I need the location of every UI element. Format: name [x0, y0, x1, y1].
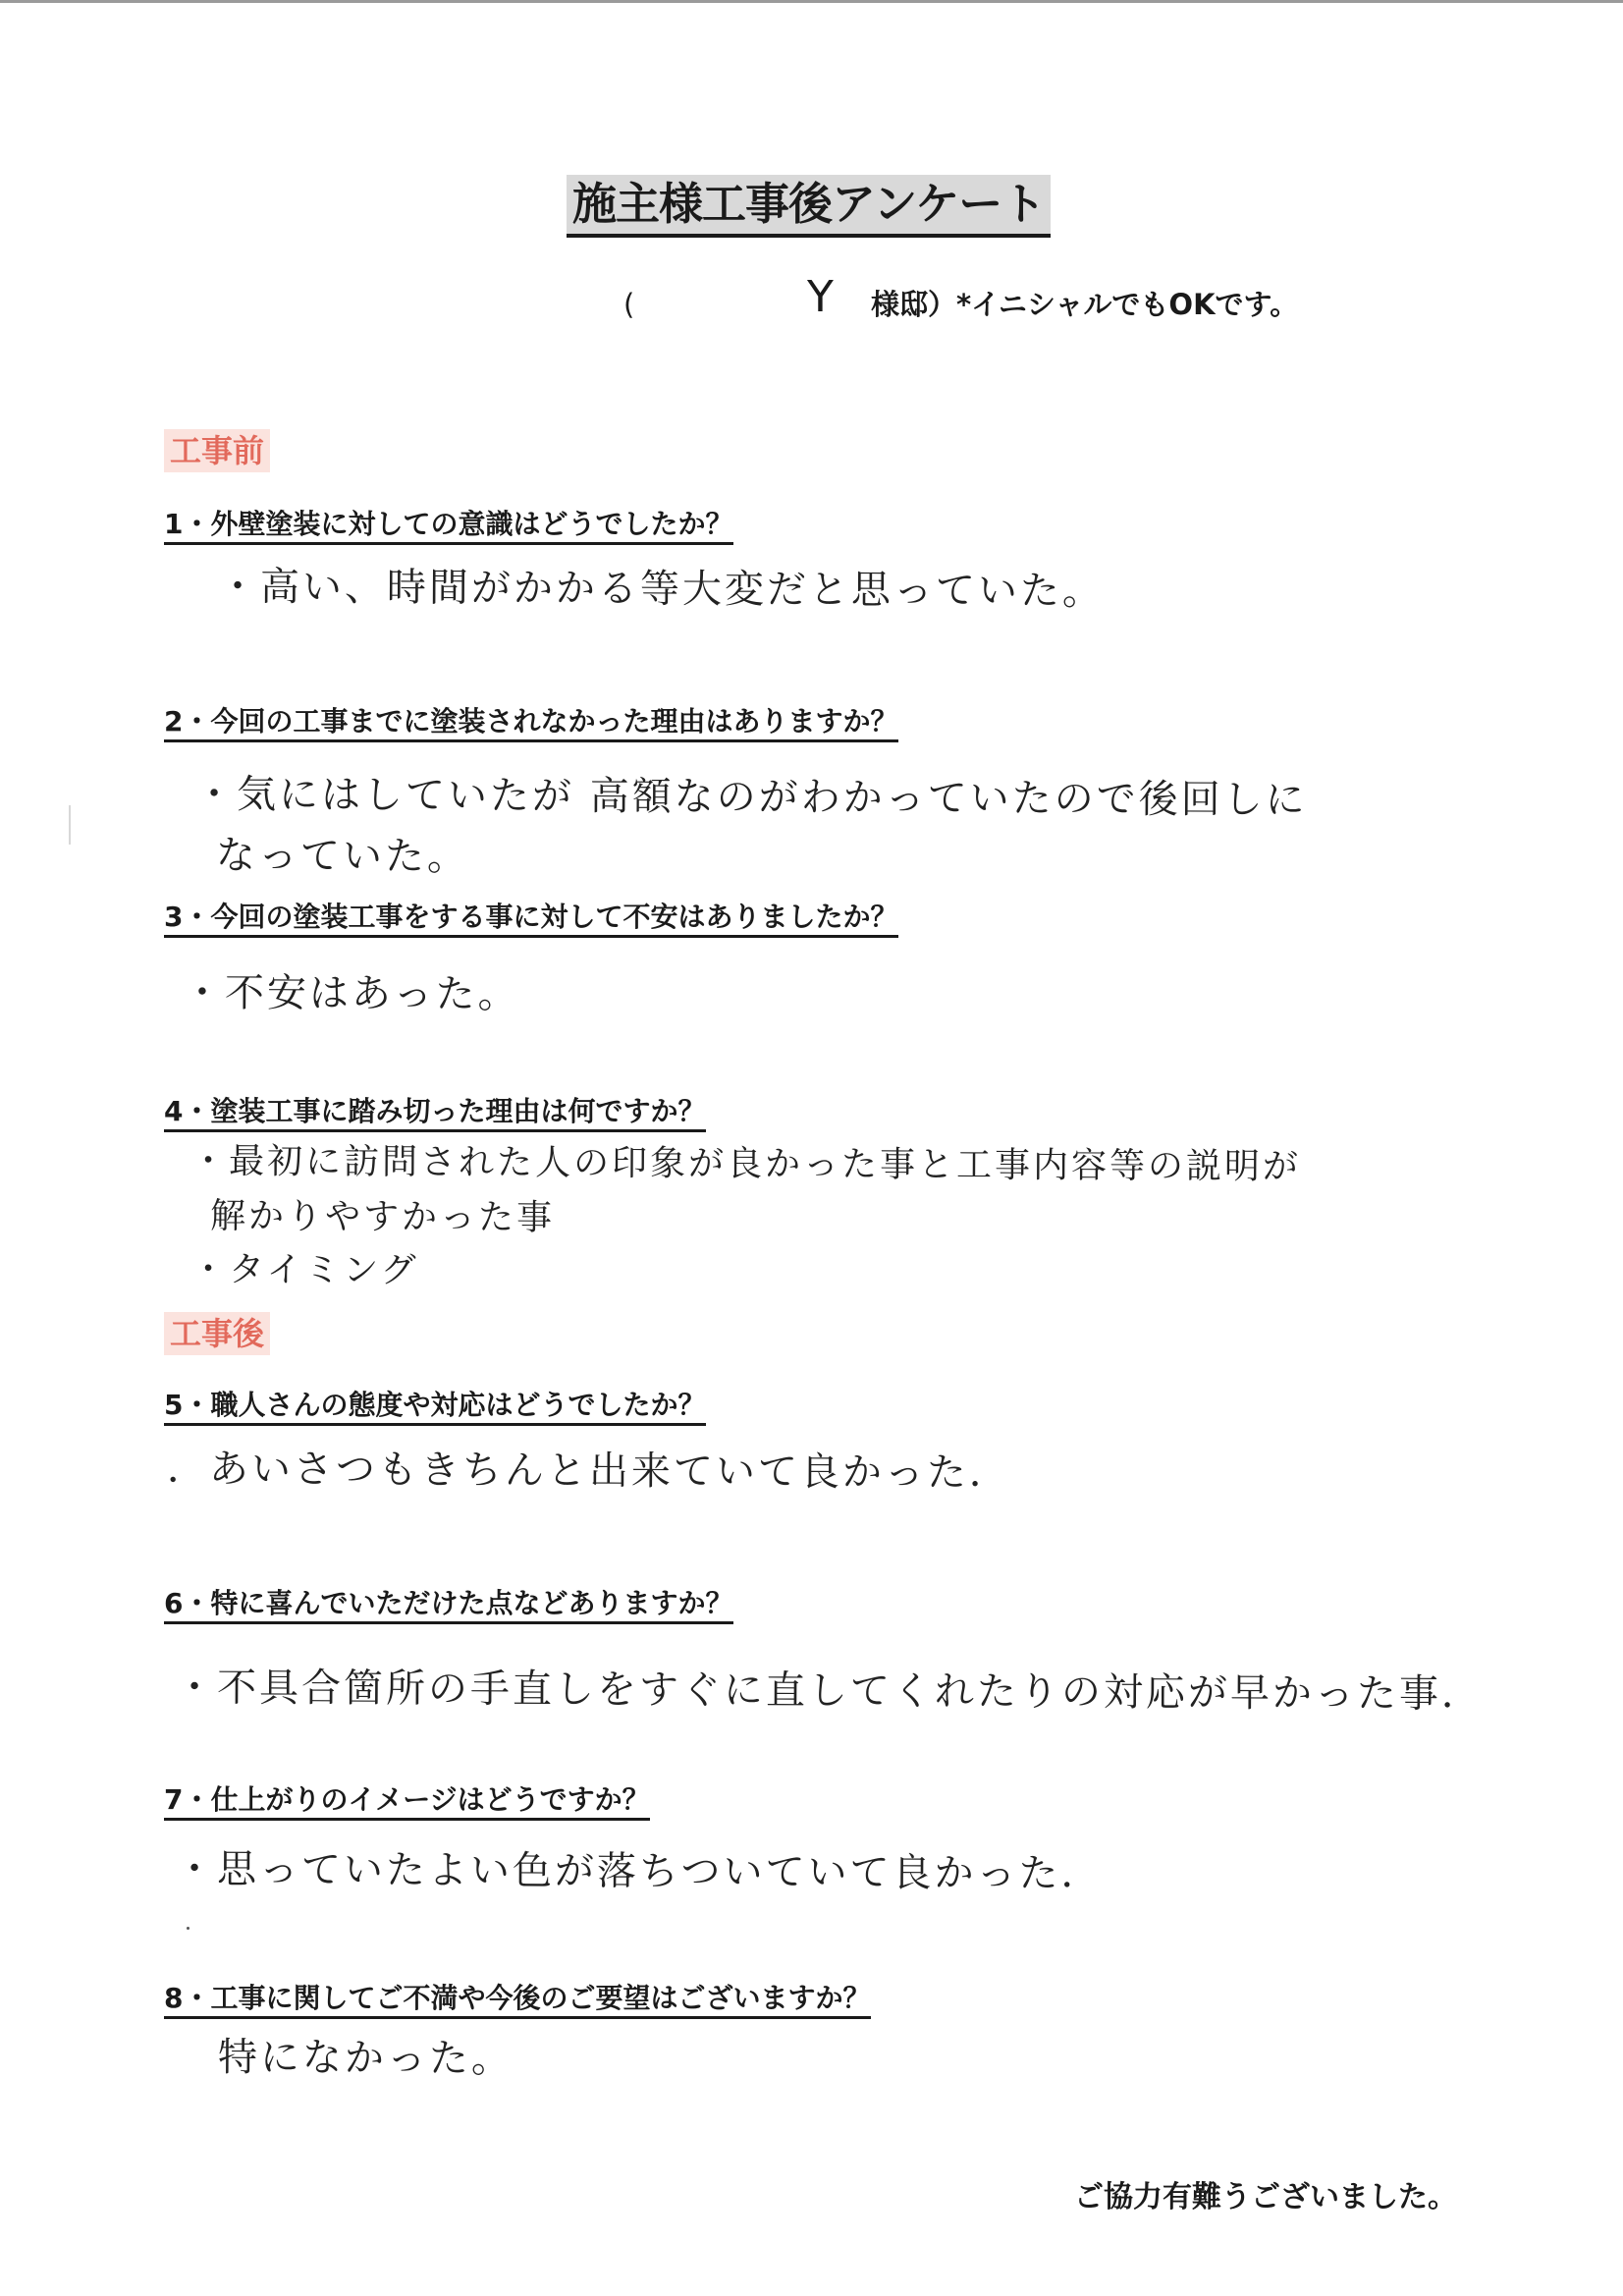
- answer-3-line-1: ・不安はあった。: [182, 970, 520, 1017]
- answer-4-line-1: ・最初に訪問された人の印象が良かった事と工事内容等の説明が: [189, 1141, 1302, 1187]
- section-before-construction: 工事前: [164, 429, 270, 472]
- answer-4-line-2: 解かりやすかった事: [209, 1196, 556, 1238]
- answer-6-line-1: ・不具合箇所の手直しをすぐに直してくれたりの対応が早かった事．: [174, 1665, 1485, 1718]
- respondent-suffix: 様邸）*イニシャルでもOKです。: [871, 288, 1299, 321]
- answer-2-line-1: ・気にはしていたが 高額なのがわかっていたので後回しに: [193, 772, 1308, 823]
- question-7: 7・仕上がりのイメージはどうですか？: [164, 1782, 650, 1821]
- question-3: 3・今回の塗装工事をする事に対して不安はありましたか？: [164, 900, 898, 938]
- survey-title: 施主様工事後アンケート: [567, 175, 1051, 238]
- section-after-construction: 工事後: [164, 1312, 270, 1355]
- respondent-open-paren: (: [623, 288, 635, 321]
- question-8: 8・工事に関してご不満や今後のご要望はございますか？: [164, 1981, 871, 2019]
- respondent-initial: Y: [807, 272, 834, 322]
- answer-4-line-3: ・タイミング: [189, 1249, 419, 1291]
- answer-1-line-1: ・高い、時間がかかる等大変だと思っていた。: [217, 564, 1106, 615]
- answer-2-line-2: なっていた。: [215, 833, 470, 880]
- answer-8-line-1: 特になかった。: [217, 2035, 514, 2082]
- question-1: 1・外壁塗装に対しての意識はどうでしたか？: [164, 507, 733, 545]
- question-5: 5・職人さんの態度や対応はどうでしたか？: [164, 1388, 706, 1426]
- scan-edge: [0, 0, 1623, 3]
- scan-mark: [69, 805, 71, 845]
- scan-speck: [187, 1927, 189, 1930]
- answer-5-line-1: ．あいさつもきちんと出来ていて良かった．: [166, 1446, 1012, 1497]
- answer-7-line-1: ・思っていたよい色が落ちついていて良かった．: [174, 1846, 1104, 1897]
- closing-message: ご協力有難うございました。: [1074, 2180, 1457, 2214]
- question-6: 6・特に喜んでいただけた点などありますか？: [164, 1586, 733, 1624]
- question-4: 4・塗装工事に踏み切った理由は何ですか？: [164, 1094, 706, 1132]
- question-2: 2・今回の工事までに塗装されなかった理由はありますか？: [164, 704, 898, 742]
